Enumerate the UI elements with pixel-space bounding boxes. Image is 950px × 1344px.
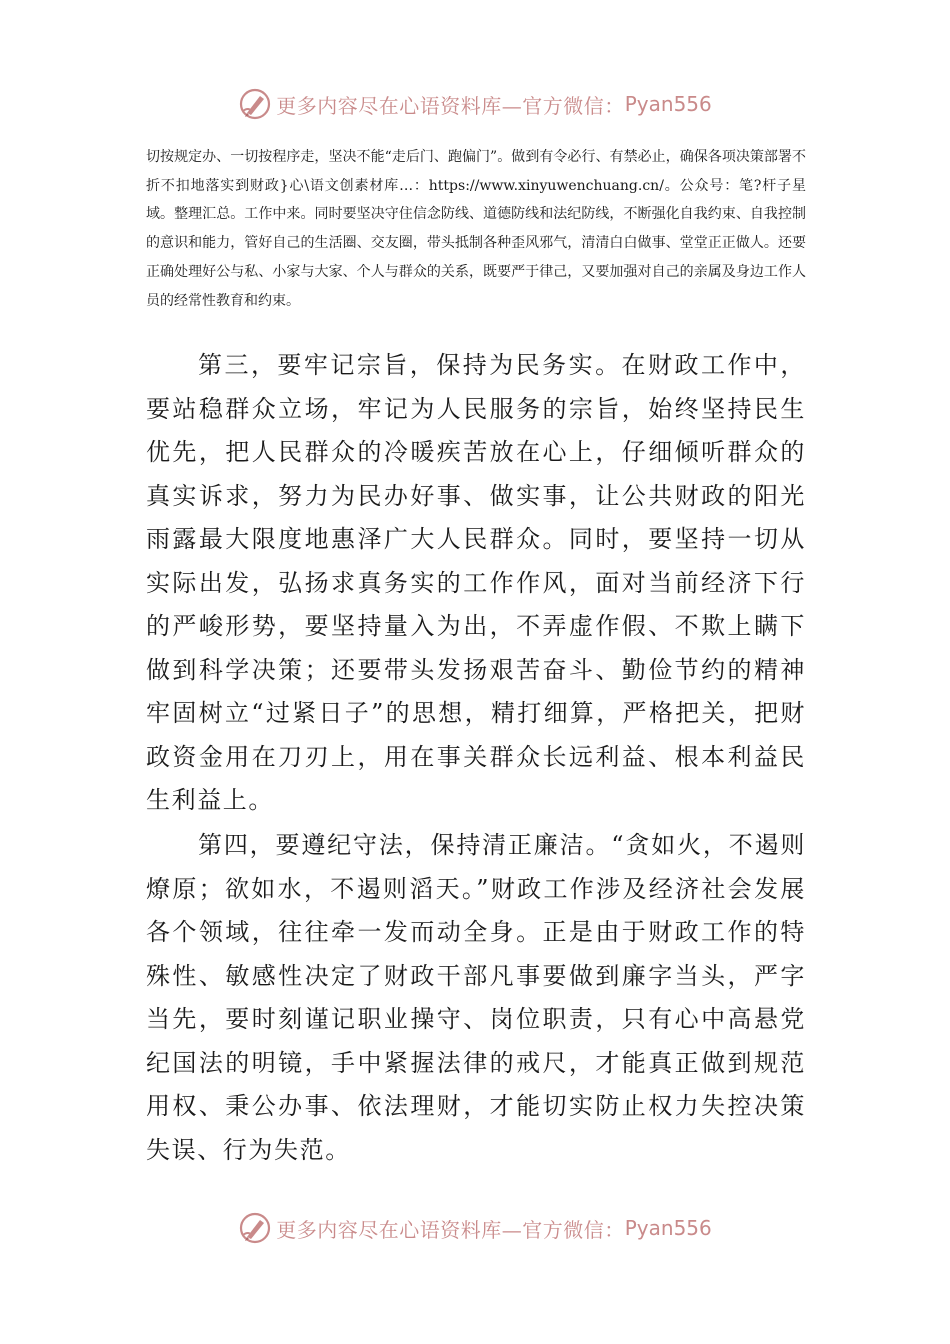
banner-contact: Pyan556 bbox=[624, 1216, 712, 1240]
banner-text: 更多内容尽在心语资料库—官方微信： bbox=[276, 1217, 625, 1242]
header-watermark-banner bbox=[0, 82, 950, 126]
banner-contact: Pyan556 bbox=[624, 92, 712, 116]
pen-logo-icon bbox=[238, 87, 272, 121]
paragraph-fourth-point: 第四，要遵纪守法，保持清正廉洁。“贪如火，不遏则燎原；欲如水，不遏则滔天。”财政工作涉及经济社会发展各个领域，往往牵一发而动全身。正是由于财政工作的特殊性、敏感性决定了财政干部凡事要做到廉字当头，严字当先，要时刻谨记职业操守、岗位职责，只有心中高悬党纪国法的明镜，手中紧握法律的戒尺，才能真正做到规范用权、秉公办事、依法理财，才能切实防止权力失控决策失误、行为失范。 bbox=[146, 831, 806, 1164]
pen-logo-icon bbox=[238, 1211, 272, 1245]
footer-watermark-banner bbox=[0, 1206, 950, 1250]
paragraph-continued: 切按规定办、一切按程序走，坚决不能“走后门、跑偏门”。做到有令必行、有禁必止，确保各项决策部署不折不扣地落实到财政}心\语文创素材库…：https://www.xinyuwenchuang.cn/。公众号：笔?杆子星域。整理汇总。工作中来。同时要坚决守住信念防线、道德防线和法纪防线，不断强化自我约束、自我控制的意识和能力，管好自己的生活圈、交友圈，带头抵制各种歪风邪气，清清白白做事、堂堂正正做人。还要正确处理好公与私、小家与大家、个人与群众的关系，既要严于律己，又要加强对自己的亲属及身边工作人员的经常性教育和约束。 bbox=[146, 149, 806, 309]
paragraph-third-point: 第三，要牢记宗旨，保持为民务实。在财政工作中，要站稳群众立场，牢记为人民服务的宗旨，始终坚持民生优先，把人民群众的冷暖疾苦放在心上，仔细倾听群众的真实诉求，努力为民办好事、做实事，让公共财政的阳光雨露最大限度地惠泽广大人民群众。同时，要坚持一切从实际出发，弘扬求真务实的工作作风，面对当前经济下行的严峻形势，要坚持量入为出，不弄虚作假、不欺上瞒下做到科学决策；还要带头发扬艰苦奋斗、勤俭节约的精神牢固树立“过紧日子”的思想，精打细算，严格把关，把财政资金用在刀刃上，用在事关群众长远利益、根本利益民生利益上。 bbox=[146, 351, 806, 814]
banner-text: 更多内容尽在心语资料库—官方微信： bbox=[276, 93, 625, 118]
